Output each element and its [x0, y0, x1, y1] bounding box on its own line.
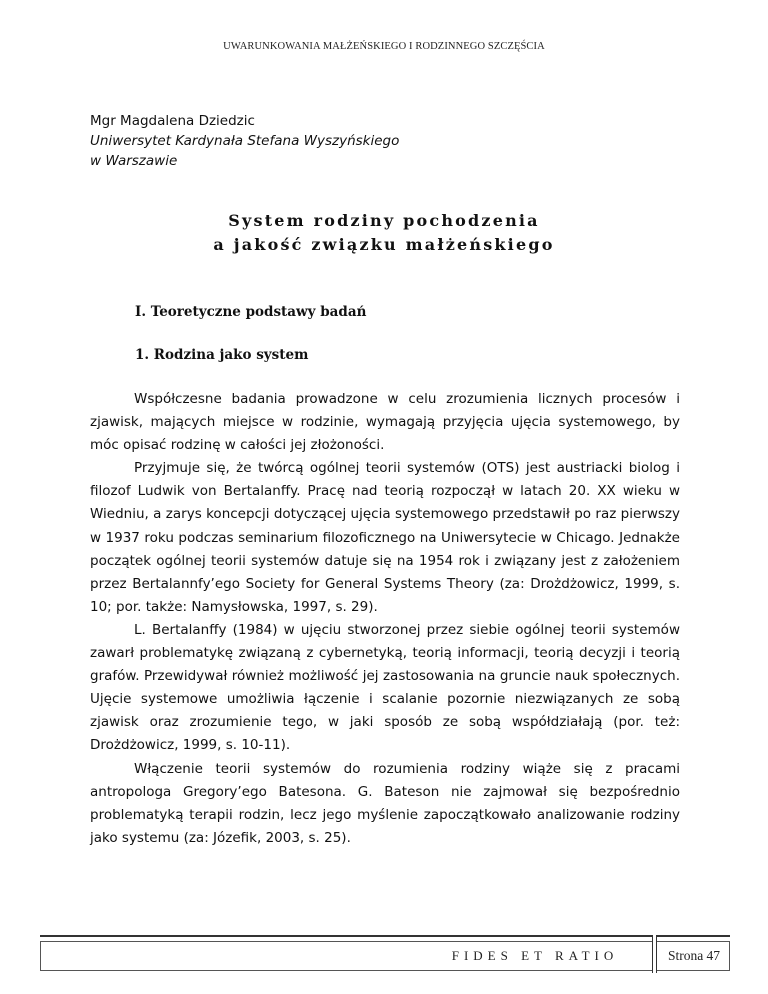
- paragraph: L. Bertalanffy (1984) w ujęciu stworzonej przez siebie ogólnej teorii systemów zawarł problematykę związaną z cybernetyką, teorią informacji, teorią decyzji i teorią grafów. Przewidywał również możliwość jej zastosowania na gruncie nauk społecznych. Ujęcie systemowe umożliwia łączenie i scalanie pozornie niezwiązanych ze sobą zjawisk oraz zrozumienie tego, w jaki sposób ze sobą współdziałają (por. też: Drożdżowicz, 1999, s. 10-11).: [90, 621, 680, 754]
- author-name: Mgr Magdalena Dziedzic: [90, 113, 255, 129]
- running-header: UWARUNKOWANIA MAŁŻEŃSKIEGO I RODZINNEGO SZCZĘŚCIA: [223, 41, 545, 52]
- article-title-line2: a jakość związku małżeńskiego: [213, 235, 555, 254]
- subsection-heading: 1. Rodzina jako system: [135, 347, 309, 363]
- author-affiliation: Uniwersytet Kardynała Stefana Wyszyńskiego: [90, 133, 400, 149]
- body-text: [90, 388, 680, 850]
- author-block: [90, 111, 399, 171]
- page-footer: [40, 935, 730, 973]
- paragraph: Włączenie teorii systemów do rozumienia rodziny wiąże się z pracami antropologa Gregory’ego Batesona. G. Bateson nie zajmował się bezpośrednio problematyką terapii rodzin, lecz jego myślenie zapoczątkowało analizowanie rodziny jako systemu (za: Józefik, 2003, s. 25).: [90, 760, 680, 846]
- journal-name: FIDES ET RATIO: [451, 948, 619, 963]
- article-title: [0, 209, 768, 257]
- author-affiliation-city: w Warszawie: [90, 153, 178, 169]
- footer-rule: [40, 935, 730, 937]
- paragraph: Przyjmuje się, że twórcą ogólnej teorii systemów (OTS) jest austriacki biolog i filozof Ludwik von Bertalanffy. Pracę nad teorią rozpoczął w latach 20. XX wieku w Wiedniu, a zarys koncepcji dotyczącej ujęcia systemowego przedstawił po raz pierwszy w 1937 roku podczas seminarium filozoficznego na Uniwersytecie w Chicago. Jednakże początek ogólnej teorii systemów datuje się na 1954 rok i związany jest z założeniem przez Bertalannfy’ego Society for General Systems Theory (za: Drożdżowicz, 1999, s. 10; por. także: Namysłowska, 1997, s. 29).: [90, 460, 680, 615]
- section-heading: I. Teoretyczne podstawy badań: [135, 304, 367, 320]
- page-number: Strona 47: [667, 948, 721, 963]
- article-title-line1: System rodziny pochodzenia: [228, 211, 540, 230]
- paragraph: Współczesne badania prowadzone w celu zrozumienia licznych procesów i zjawisk, mających miejsce w rodzinie, wymagają przyjęcia ujęcia systemowego, by móc opisać rodzinę w całości jej złożoności.: [90, 391, 680, 454]
- footer-divider: [652, 935, 657, 973]
